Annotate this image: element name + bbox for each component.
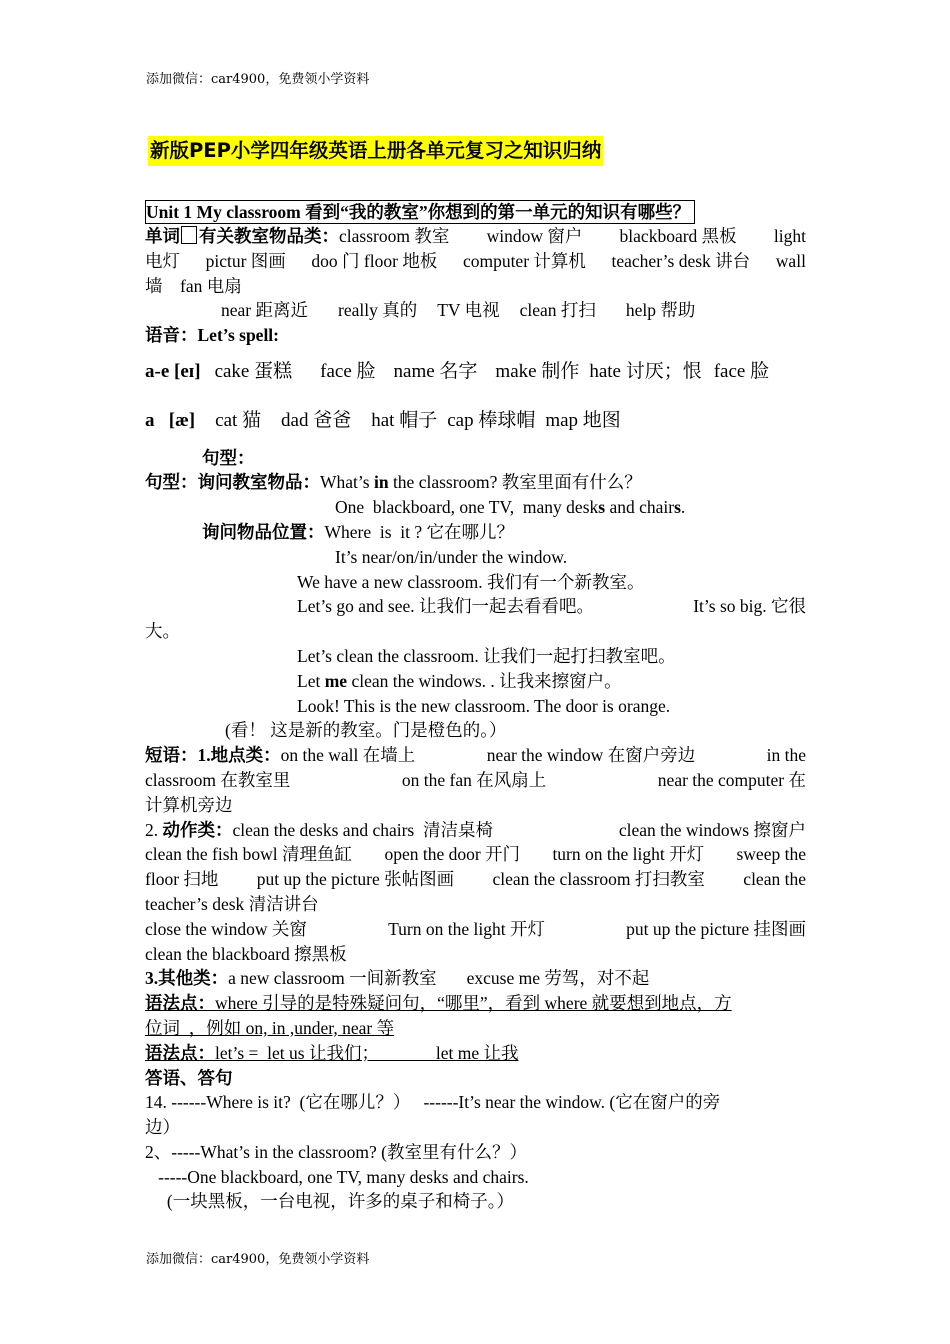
phrase-item: in the — [766, 745, 806, 766]
phonics-word: cap 棒球帽 — [447, 409, 536, 431]
unit-heading: Unit 1 My classroom 看到“我的教室”你想到的第一单元的知识有哪些？ — [145, 200, 695, 224]
phrase-item: Turn on the light 开灯 — [388, 918, 545, 939]
sentence-s3: Let’s clean the classroom. 让我们一起打扫教室吧。 — [297, 645, 676, 666]
s4-text: clean the windows. . 让我来擦窗户。 — [347, 670, 622, 691]
words-line-1 — [145, 224, 806, 249]
phonics-a-key: a [æ] — [145, 409, 196, 431]
footer-note: 添加微信：car4900，免费领小学资料 — [146, 1252, 370, 1267]
phrases-cat2: 动作类： — [162, 819, 233, 840]
phonics-word: cat 猫 — [215, 409, 262, 431]
phrases-cat3: 3.其他类： — [145, 968, 229, 989]
document-body — [145, 200, 806, 1214]
phonics-word: hate 讨厌；恨 — [589, 360, 702, 382]
word-item: TV 电视 — [437, 300, 500, 321]
phrase-item: excuse me 劳驾，对不起 — [466, 968, 650, 989]
phrase-item: turn on the light 开灯 — [552, 844, 705, 865]
q1-text: What’s — [320, 472, 374, 493]
qa-heading: 答语、答句 — [145, 1067, 233, 1088]
grammar-label: 语法点： — [145, 993, 215, 1014]
sentence-s6: (看！ 这是新的教室。门是橙色的。） — [225, 720, 507, 741]
phonics-word: make 制作 — [495, 360, 580, 382]
sentence-a1-row — [145, 495, 806, 520]
phrases-line-1 — [145, 743, 806, 768]
q2-text: Where is it ? 它在哪儿？ — [324, 521, 515, 542]
phrase-item: put up the picture 挂图画 — [626, 918, 806, 939]
word-item: doo 门 floor 地板 — [311, 250, 438, 271]
q1-text: the classroom? 教室里面有什么？ — [388, 472, 642, 493]
phrases-cat1: 1.地点类： — [197, 745, 281, 766]
phrase-item: floor 扫地 — [145, 869, 219, 890]
phrases-line-4 — [145, 818, 806, 843]
qa-2a: -----One blackboard, one TV, many desks and chairs. — [145, 1166, 529, 1187]
grammar-text: where 引导的是特殊疑问句，“哪里”，看到 where 就要想到地点，方 — [215, 993, 732, 1014]
words-line-4 — [145, 298, 806, 323]
q2-label: 询问物品位置： — [202, 521, 325, 542]
a1-text: . — [680, 497, 686, 518]
sentence-s2-row — [145, 594, 806, 619]
word-item: really 真的 — [338, 300, 418, 321]
word-item: light — [773, 226, 806, 246]
words-line-2 — [145, 249, 806, 274]
sentences-label: 句型： — [145, 472, 198, 493]
sentence-s2-left: Let’s go and see. 让我们一起去看看吧。 — [297, 596, 594, 617]
sentence-s2-cont: 大。 — [145, 621, 180, 642]
word-item: near 距离近 — [221, 300, 308, 321]
phrase-item: classroom 在教室里 — [145, 769, 291, 790]
a1-text: and chair — [605, 497, 675, 518]
phrases-line-3: 计算机旁边 — [145, 794, 233, 815]
word-item: classroom 教室 — [339, 226, 450, 246]
grammar-label: 语法点： — [145, 1042, 215, 1063]
phrase-item: put up the picture 张帖图画 — [256, 869, 455, 890]
sentence-s1: We have a new classroom. 我们有一个新教室。 — [297, 571, 645, 592]
phrases-line-6 — [145, 867, 806, 892]
checkbox-square — [181, 226, 197, 244]
sentence-s4-row — [145, 669, 806, 694]
phrases-line-7: teacher’s desk 清洁讲台 — [145, 893, 319, 914]
phonics-word: face 脸 — [320, 360, 376, 382]
phonics-word: map 地图 — [545, 409, 621, 431]
a1-text: One blackboard, one TV, many desk — [335, 497, 599, 518]
sentence-q2-row — [145, 520, 806, 545]
phonics-word: cake 蛋糕 — [214, 360, 293, 382]
grammar-text: let’s = let us 让我们； let me 让我 — [215, 1042, 519, 1063]
sentence-q1-row — [145, 470, 806, 495]
q1-bold: in — [373, 472, 389, 493]
word-item: blackboard 黑板 — [619, 226, 737, 246]
word-item: window 窗户 — [486, 226, 583, 246]
qa-14b: 边） — [145, 1117, 180, 1138]
grammar-line-1 — [145, 991, 806, 1016]
grammar-line-2 — [145, 1016, 806, 1041]
word-item: 墙 fan 电扇 — [145, 275, 242, 296]
phonics-a-row — [145, 409, 806, 434]
s4-bold: me — [324, 670, 348, 691]
q1-label: 询问教室物品： — [197, 472, 320, 493]
phonics-label: 语音：Let’s spell: — [145, 325, 279, 346]
grammar-line-3 — [145, 1041, 806, 1066]
phonics-word: hat 帽子 — [371, 409, 438, 431]
phrases-label: 短语： — [145, 745, 198, 766]
phrases-cat2-num: 2. — [145, 819, 163, 840]
sentence-s2-right: It’s so big. 它很 — [693, 596, 806, 617]
qa-2: 2、-----What’s in the classroom? (教室里有什么？） — [145, 1141, 528, 1162]
phrase-item: on the fan 在风扇上 — [401, 769, 547, 790]
phrases-line-10 — [145, 966, 806, 991]
word-item: wall — [775, 250, 806, 271]
phrase-item: on the wall 在墙上 — [280, 745, 416, 766]
word-item: help 帮助 — [625, 300, 696, 321]
phrase-item: a new classroom 一间新教室 — [228, 968, 437, 989]
phonics-ae-row — [145, 360, 806, 385]
word-item: clean 打扫 — [519, 300, 596, 321]
phrases-line-8 — [145, 917, 806, 942]
phonics-ae-key: a-e [eɪ] — [145, 360, 201, 382]
word-item: pictur 图画 — [205, 250, 286, 271]
phrases-line-9: clean the blackboard 擦黑板 — [145, 943, 347, 964]
phrase-item: clean the fish bowl 清理鱼缸 — [145, 844, 353, 865]
a1-bold: s — [674, 497, 681, 518]
phrases-line-5 — [145, 842, 806, 867]
phrase-item: clean the windows 擦窗户 — [618, 819, 806, 840]
a1-bold: s — [598, 497, 606, 518]
sentences-heading: 句型： — [202, 447, 255, 468]
words-label: 单词 — [145, 226, 180, 246]
phrase-item: close the window 关窗 — [145, 918, 307, 939]
word-item: teacher’s desk 讲台 — [611, 250, 751, 271]
sentence-s5: Look! This is the new classroom. The door is orange. — [297, 695, 671, 716]
s4-text: Let — [297, 670, 325, 691]
word-item: computer 计算机 — [462, 250, 586, 271]
words-line-3 — [145, 274, 806, 299]
phrase-item: sweep the — [736, 844, 806, 865]
phrase-item: clean the classroom 打扫教室 — [492, 869, 705, 890]
sentence-a2: It’s near/on/in/under the window. — [335, 546, 568, 567]
phonics-word: name 名字 — [393, 360, 478, 382]
qa-14: 14. ------Where is it? (它在哪儿？） ------It’s near the window. (它在窗户的旁 — [145, 1092, 721, 1113]
page-title: 新版PEP小学四年级英语上册各单元复习之知识归纳 — [148, 136, 603, 166]
phrases-line-2 — [145, 768, 806, 793]
phonics-word: face 脸 — [713, 360, 770, 382]
word-item: 电灯 — [145, 250, 180, 271]
phrase-item: clean the desks and chairs 清洁桌椅 — [232, 819, 493, 840]
phrase-item: near the computer 在 — [657, 769, 806, 790]
words-category: 有关教室物品类： — [199, 226, 339, 246]
phonics-word: dad 爸爸 — [281, 409, 352, 431]
grammar-text: 位词 ，例如 on, in ,under, near 等 — [145, 1017, 395, 1038]
phrase-item: near the window 在窗户旁边 — [486, 745, 696, 766]
phrase-item: open the door 开门 — [384, 844, 521, 865]
phrase-item: clean the — [743, 869, 806, 890]
qa-2b: (一块黑板，一台电视，许多的桌子和椅子。） — [145, 1191, 514, 1212]
header-note: 添加微信：car4900，免费领小学资料 — [146, 72, 370, 87]
